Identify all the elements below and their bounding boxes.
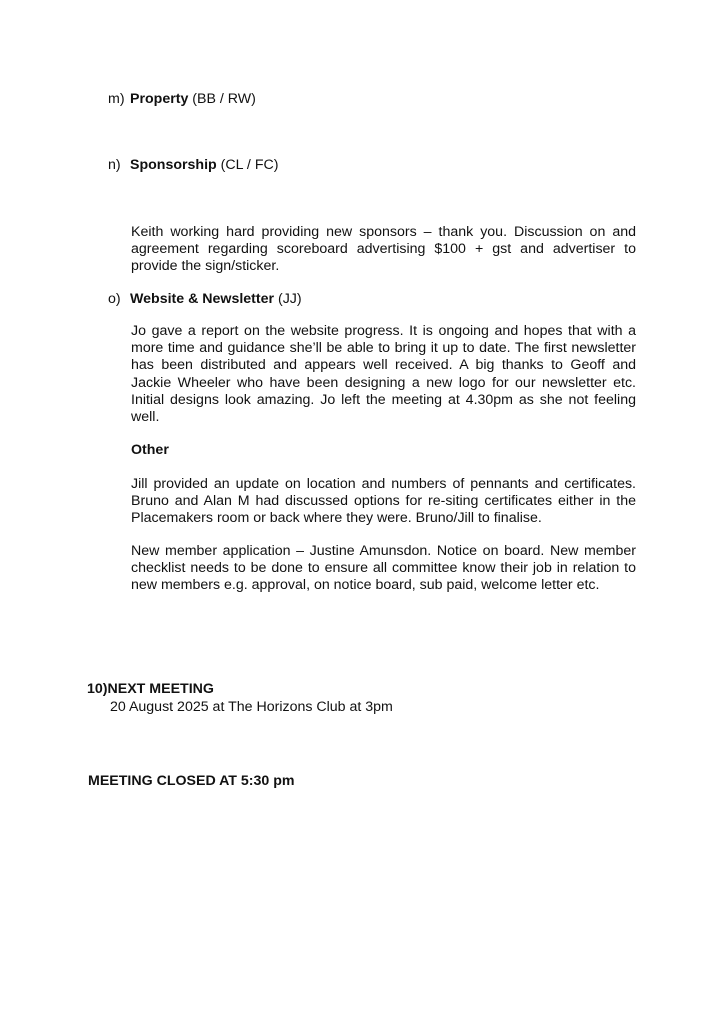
item-suffix: (JJ): [274, 291, 302, 307]
item-sponsorship: [108, 157, 278, 174]
item-letter: n): [108, 157, 121, 173]
next-meeting-detail: 20 August 2025 at The Horizons Club at 3pm: [110, 699, 393, 715]
website-paragraph: Jo gave a report on the website progress. It is ongoing and hopes that with a more time and guidance she’ll be able to bring it up to date. The first newsletter has been distributed and appears well received. A big thanks to Geoff and Jackie Wheeler who have been designing a new logo for our newsletter etc. Initial designs look amazing. Jo left the meeting at 4.30pm as she not feeling well.: [131, 323, 636, 426]
meeting-closed: MEETING CLOSED AT 5:30 pm: [88, 773, 295, 789]
item-title: Website & Newsletter: [130, 291, 275, 307]
section-title: NEXT MEETING: [107, 681, 214, 697]
section-number: 10): [87, 681, 108, 697]
item-title: Property: [130, 91, 189, 107]
item-letter: m): [108, 91, 125, 107]
item-suffix: (CL / FC): [216, 157, 279, 173]
other-heading: Other: [131, 442, 169, 458]
other-paragraph-1: Jill provided an update on location and numbers of pennants and certificates. Bruno and Alan M had discussed options for re-siting certificates either in the Placemakers room or back where they were. Bruno/Jill to finalise.: [131, 476, 636, 527]
item-suffix: (BB / RW): [188, 91, 256, 107]
item-title: Sponsorship: [130, 157, 217, 173]
other-paragraph-2: New member application – Justine Amunsdon. Notice on board. New member checklist needs to be done to ensure all committee know their job in relation to new members e.g. approval, on notice board, sub paid, welcome letter etc.: [131, 543, 636, 594]
item-property: [108, 91, 256, 108]
sponsorship-paragraph: Keith working hard providing new sponsors – thank you. Discussion on and agreement regarding scoreboard advertising $100 + gst and advertiser to provide the sign/sticker.: [131, 224, 636, 275]
next-meeting-heading: [87, 681, 214, 698]
item-website-newsletter: [108, 291, 302, 308]
item-letter: o): [108, 291, 121, 307]
